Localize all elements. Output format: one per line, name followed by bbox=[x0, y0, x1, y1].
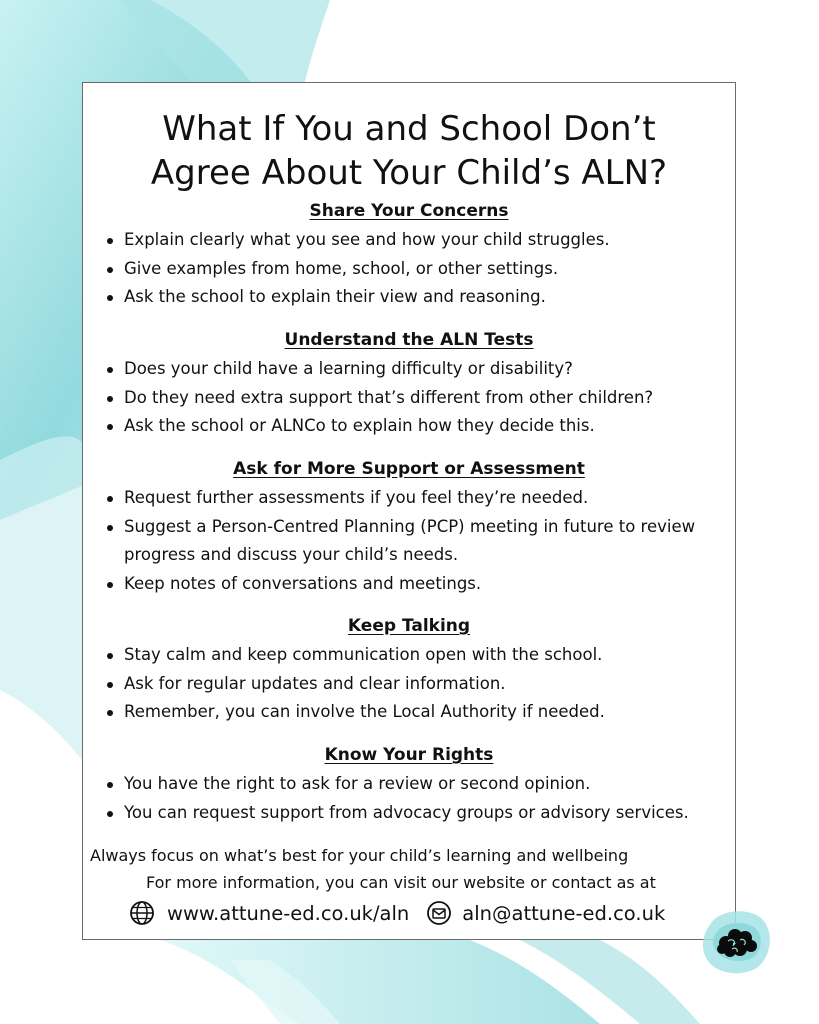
section-heading-ask-for-more-support: Ask for More Support or Assessment bbox=[233, 459, 585, 479]
bullet-list-ask-for-more-support bbox=[105, 484, 729, 598]
section-heading-understand-the-aln-tests: Understand the ALN Tests bbox=[284, 330, 534, 350]
title-line-2: Agree About Your Child’s ALN? bbox=[150, 153, 668, 193]
list-item: Do they need extra support that’s different from other children? bbox=[105, 384, 729, 413]
email-contact[interactable] bbox=[426, 900, 665, 926]
bullet-list-share-your-concerns bbox=[105, 226, 729, 312]
focus-statement: Always focus on what’s best for your child’s learning and wellbeing bbox=[90, 846, 629, 865]
list-item: You have the right to ask for a review or second opinion. bbox=[105, 770, 729, 799]
section-heading-know-your-rights: Know Your Rights bbox=[324, 745, 494, 765]
bullet-list-know-your-rights bbox=[105, 770, 729, 827]
bullet-list-understand-the-aln-tests bbox=[105, 355, 729, 441]
info-card bbox=[82, 82, 736, 940]
list-item: Request further assessments if you feel they’re needed. bbox=[105, 484, 729, 513]
list-item: Does your child have a learning difficulty or disability? bbox=[105, 355, 729, 384]
email-icon bbox=[426, 900, 452, 926]
list-item: Ask for regular updates and clear information. bbox=[105, 670, 729, 699]
more-info-text: For more information, you can visit our website or contact as at bbox=[146, 873, 656, 892]
globe-icon bbox=[129, 900, 155, 926]
list-item: Explain clearly what you see and how your child struggles. bbox=[105, 226, 729, 255]
list-item: Remember, you can involve the Local Authority if needed. bbox=[105, 698, 729, 727]
section-heading-keep-talking: Keep Talking bbox=[347, 616, 471, 636]
list-item: Ask the school or ALNCo to explain how they decide this. bbox=[105, 412, 729, 441]
list-item: Give examples from home, school, or other settings. bbox=[105, 255, 729, 284]
website-link[interactable]: www.attune-ed.co.uk/aln bbox=[167, 901, 410, 925]
title-line-1: What If You and School Don’t bbox=[162, 109, 656, 149]
page-title bbox=[83, 107, 735, 195]
section-heading-share-your-concerns: Share Your Concerns bbox=[309, 201, 509, 221]
email-link[interactable]: aln@attune-ed.co.uk bbox=[462, 901, 666, 925]
list-item: Stay calm and keep communication open with the school. bbox=[105, 641, 729, 670]
bullet-list-keep-talking bbox=[105, 641, 729, 727]
contact-row bbox=[129, 898, 665, 928]
list-item: Ask the school to explain their view and reasoning. bbox=[105, 283, 729, 312]
list-item: Keep notes of conversations and meetings. bbox=[105, 570, 729, 599]
website-contact[interactable] bbox=[129, 900, 409, 926]
list-item: Suggest a Person-Centred Planning (PCP) meeting in future to review progress and discuss your child’s needs. bbox=[105, 513, 729, 570]
brain-logo-icon bbox=[700, 905, 774, 977]
list-item: You can request support from advocacy groups or advisory services. bbox=[105, 799, 729, 828]
